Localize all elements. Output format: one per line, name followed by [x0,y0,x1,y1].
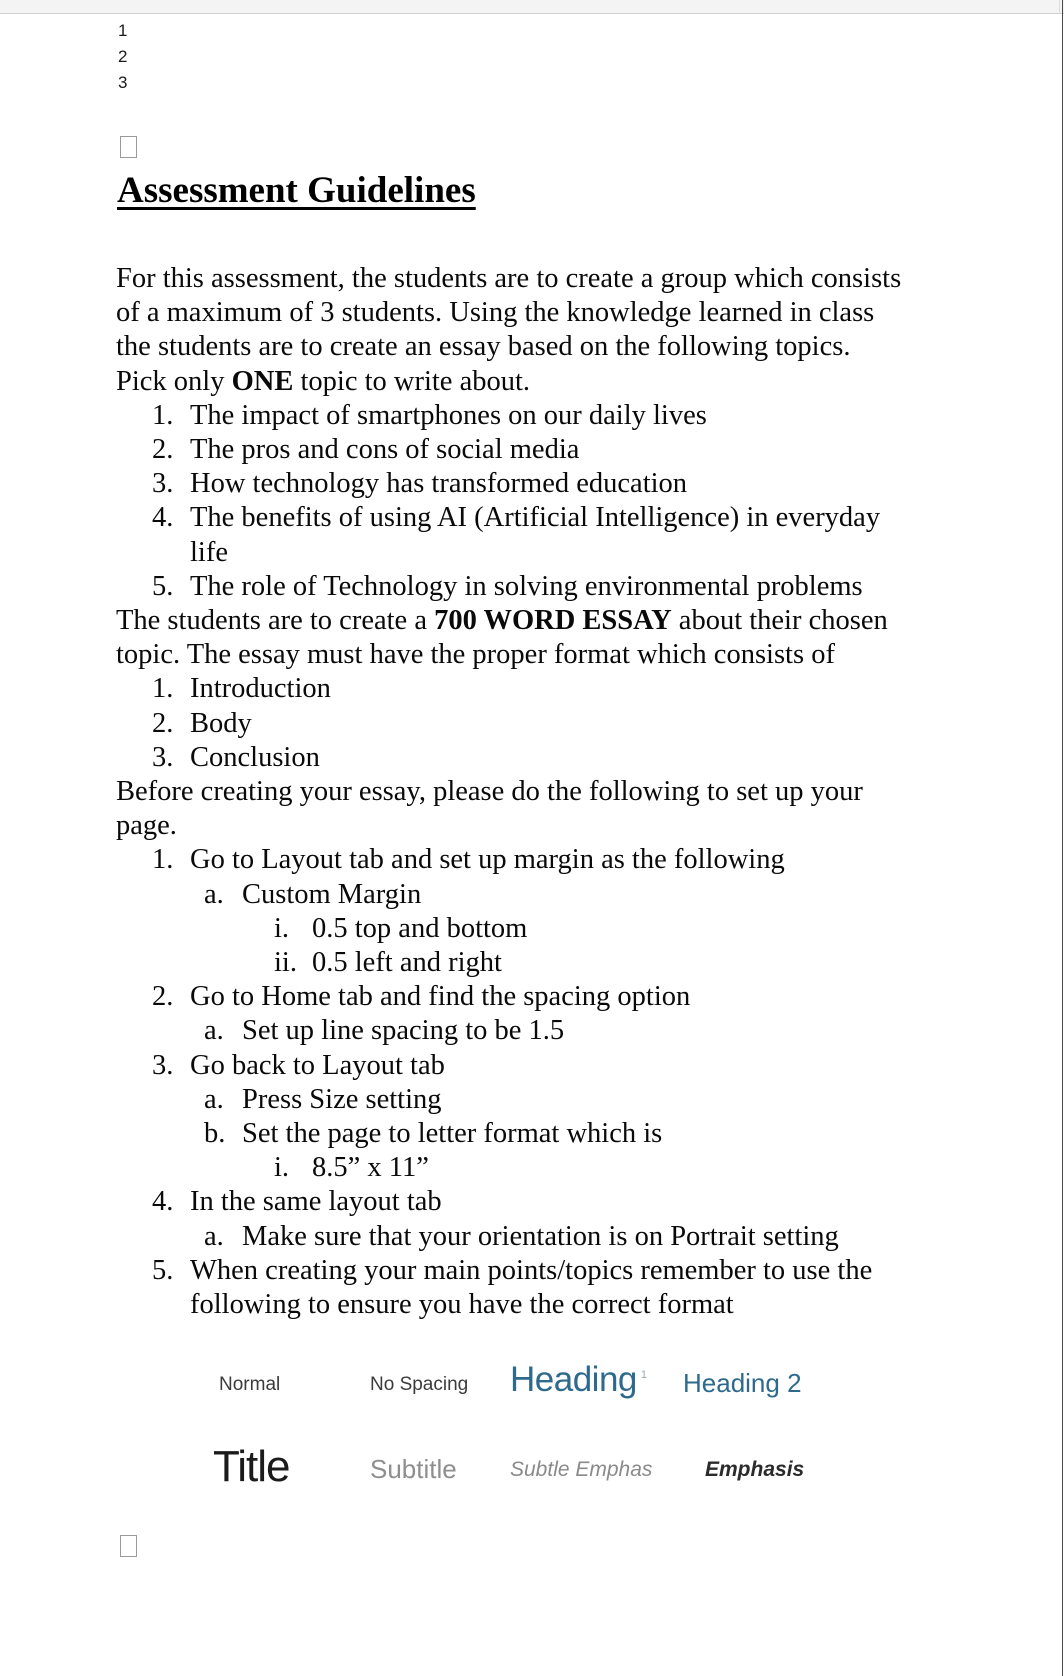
topic-text-4: The benefits of using AI (Artificial Intelligence) in everyday life [190,502,881,568]
page-title: Assessment Guidelines [117,170,476,211]
essay-bold-wordcount: 700 WORD ESSAY [434,605,672,637]
list-item [116,946,906,980]
style-gallery-heading-1-superscript: 1 [640,1369,647,1382]
list-item [116,501,906,569]
list-item [116,741,906,775]
list-item [116,878,906,912]
image-placeholder-top [120,136,137,158]
style-gallery-title[interactable]: Title [213,1442,290,1491]
style-gallery-subtle-emphasis[interactable]: Subtle Emphas [510,1458,653,1481]
setup-marker-3a: a. [204,1083,224,1115]
setup-marker-1ai: i. [274,912,290,944]
style-gallery-heading-1-label: Heading [510,1360,637,1399]
style-gallery-heading-2[interactable]: Heading 2 [683,1368,802,1398]
list-item [116,399,906,433]
list-item [116,707,906,741]
topic-marker-1: 1. [152,399,174,431]
setup-marker-1a: a. [204,878,224,910]
intro-bold-one: ONE [231,365,294,397]
format-text-1: Introduction [190,673,331,705]
essay-text-before: The students are to create a [116,605,435,637]
line-number-1: 1 [118,21,128,40]
list-item [116,672,906,706]
topic-text-3: How technology has transformed education [190,468,688,500]
topic-marker-3: 3. [152,468,174,500]
list-item [116,1220,906,1254]
format-text-2: Body [190,707,252,739]
setup-text-1ai: 0.5 top and bottom [312,912,528,944]
setup-text-1aii: 0.5 left and right [312,947,502,979]
list-item [116,1049,906,1083]
topic-marker-2: 2. [152,434,174,466]
setup-marker-3bi: i. [274,1152,290,1184]
style-gallery-no-spacing[interactable]: No Spacing [370,1374,469,1395]
setup-text-1a: Custom Margin [242,878,422,910]
setup-marker-5: 5. [152,1254,174,1286]
image-placeholder-bottom [120,1535,137,1557]
setup-marker-3b: b. [204,1118,226,1150]
topic-text-5: The role of Technology in solving environmental problems [190,570,863,602]
list-item [116,570,906,604]
setup-text-3bi: 8.5” x 11” [312,1152,429,1184]
setup-text-1: Go to Layout tab and set up margin as the following [190,844,785,876]
intro-text-before: For this assessment, the students are to create a group which consists of a maximum of 3 students. Using the knowledge learned in class the students are to create an essay based on the following topics. Pick only [116,263,902,397]
essay-text-after: about their chosen topic. The essay must have the proper format which consists of [116,605,888,671]
list-item [116,433,906,467]
setup-paragraph: Before creating your essay, please do the following to set up your page. [116,776,863,842]
setup-marker-2a: a. [204,1015,224,1047]
format-marker-1: 1. [152,673,174,705]
list-item [116,1117,906,1151]
setup-text-3: Go back to Layout tab [190,1049,445,1081]
line-number-2: 2 [118,47,128,66]
intro-paragraph [116,262,906,399]
list-item [116,1254,906,1322]
setup-marker-3: 3. [152,1049,174,1081]
list-item [116,912,906,946]
list-item [116,1083,906,1117]
format-marker-2: 2. [152,707,174,739]
list-item [116,1014,906,1048]
setup-marker-4: 4. [152,1186,174,1218]
setup-text-2: Go to Home tab and find the spacing option [190,981,691,1013]
line-number-3: 3 [118,73,128,92]
topic-marker-5: 5. [152,570,174,602]
style-gallery-subtitle[interactable]: Subtitle [370,1454,457,1484]
list-item [116,843,906,877]
setup-marker-2: 2. [152,981,174,1013]
setup-marker-1aii: ii. [274,947,297,979]
list-item [116,980,906,1014]
intro-text-after: topic to write about. [293,365,531,397]
document-page [0,14,1060,1676]
word-style-gallery-image [205,1354,865,1499]
style-gallery-emphasis[interactable]: Emphasis [705,1458,805,1481]
setup-text-2a: Set up line spacing to be 1.5 [242,1015,565,1047]
format-text-3: Conclusion [190,741,320,773]
setup-text-5: When creating your main points/topics remember to use the following to ensure you have the correct format [190,1254,873,1321]
list-item [116,1185,906,1219]
topic-text-1: The impact of smartphones on our daily lives [190,399,707,431]
setup-marker-1: 1. [152,844,174,876]
setup-text-3a: Press Size setting [242,1083,442,1115]
setup-text-4: In the same layout tab [190,1186,442,1218]
page-right-edge-rule [1062,0,1063,1676]
topic-text-2: The pros and cons of social media [190,434,580,466]
format-marker-3: 3. [152,741,174,773]
essay-paragraph [116,604,906,672]
style-gallery-normal[interactable]: Normal [219,1374,281,1395]
setup-text-3b: Set the page to letter format which is [242,1118,663,1150]
setup-text-4a: Make sure that your orientation is on Portrait setting [242,1220,839,1252]
list-item [116,467,906,501]
topic-marker-4: 4. [152,502,174,534]
window-top-strip [0,0,1064,14]
setup-marker-4a: a. [204,1220,224,1252]
line-number-column [118,18,127,96]
list-item [116,1151,906,1185]
style-gallery-heading-1[interactable] [510,1360,647,1400]
document-body [116,248,906,1322]
